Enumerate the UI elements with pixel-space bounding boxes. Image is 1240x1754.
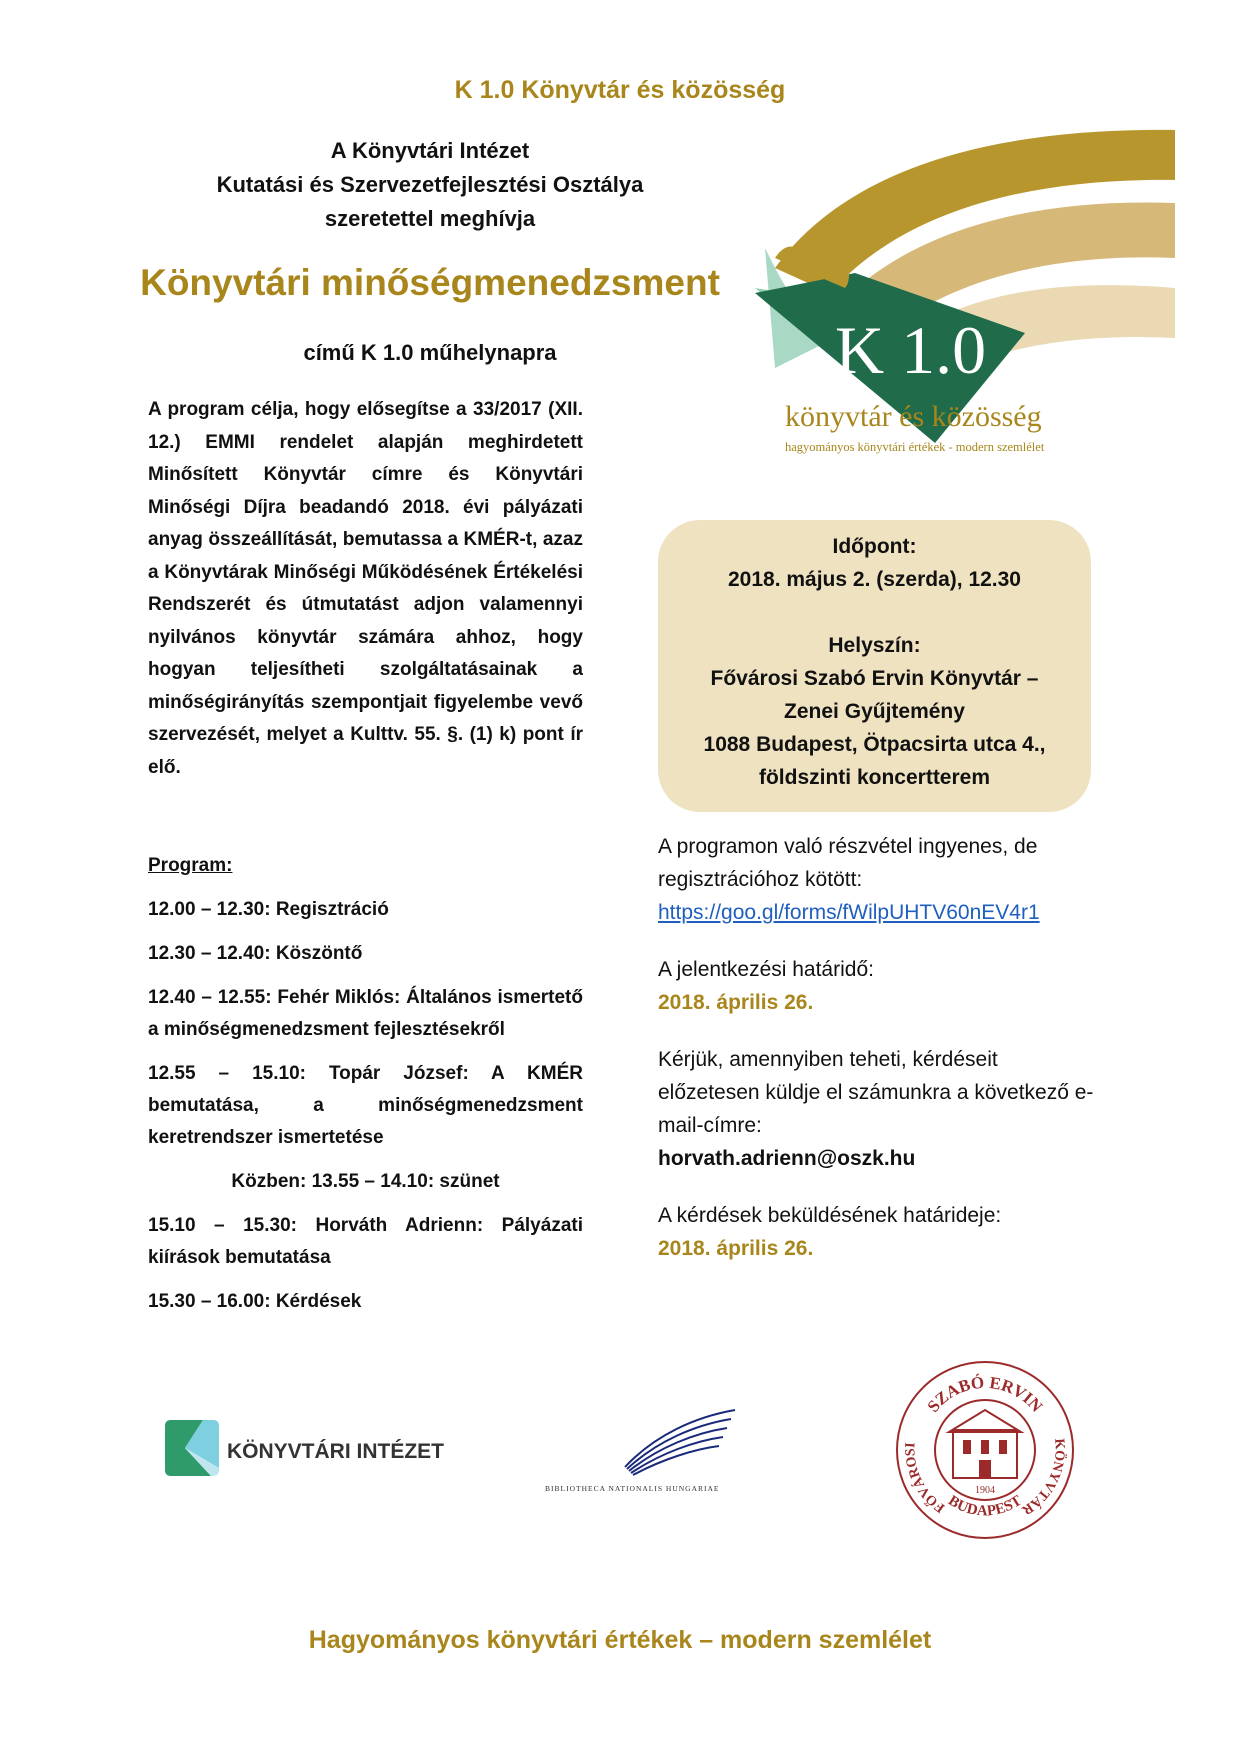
questions-deadline-date: 2018. április 26. [658,1237,814,1260]
konyvtari-intezet-logo [163,1418,483,1478]
time-label: Időpont: [832,535,917,558]
bibliotheca-nationalis-logo [545,1405,795,1495]
questions-email: horvath.adrienn@oszk.hu [658,1147,916,1170]
fszek-logo [895,1360,1075,1540]
inviter-line-3: szeretettel meghívja [324,206,536,231]
questions-deadline-block [658,1199,1098,1265]
registration-block [658,830,1098,929]
program-item: 12.30 – 12.40: Köszöntő [148,943,363,964]
registration-text: A programon való részvétel ingyenes, de regisztrációhoz kötött: [658,835,1038,891]
inviter-line-2: Kutatási és Szervezetfejlesztési Osztálya [216,172,644,197]
registration-link[interactable]: https://goo.gl/forms/fWilpUHTV60nEV4r1 [658,901,1040,924]
series-title: K 1.0 Könyvtár és közösség [454,76,786,104]
registration-column [658,830,1098,1289]
logo-k10-name: könyvtár és közösség [785,400,1042,433]
place-line-2: Zenei Gyűjtemény [784,700,965,723]
program-item: 15.30 – 16.00: Kérdések [148,1291,362,1312]
deadline-block [658,953,1098,1019]
program-break: Közben: 13.55 – 14.10: szünet [231,1171,500,1192]
place-line-4: földszinti koncertterem [758,766,991,789]
inviter-block [150,134,710,236]
fszek-year: 1904 [975,1485,995,1496]
fszek-ring-bottom: BUDAPEST [945,1492,1025,1520]
fszek-building-icon [949,1410,1021,1478]
questions-text: Kérjük, amennyiben teheti, kérdéseit előzetesen küldje el számunkra a következő e-mail-címre: [658,1048,1094,1137]
time-value: 2018. május 2. (szerda), 12.30 [727,568,1021,591]
logo-k10-mark: K 1.0 [835,312,987,388]
logo-k10-tagline: hagyományos könyvtári értékek - modern szemlélet [785,440,1045,454]
fszek-ring-top: SZABÓ ERVIN [923,1372,1047,1416]
ki-logo-name: KÖNYVTÁRI INTÉZET [227,1440,445,1463]
program-item: 15.10 – 15.30: Horváth Adrienn: Pályázati kiírások bemutatása [148,1215,583,1268]
footer-motto: Hagyományos könyvtári értékek – modern szemlélet [308,1626,932,1654]
program-item: 12.00 – 12.30: Regisztráció [148,899,389,920]
program-heading: Program: [148,855,233,876]
event-title: Könyvtári minőségmenedzsment [140,262,720,303]
event-info-box [658,520,1091,812]
deadline-date: 2018. április 26. [658,991,814,1014]
program-item: 12.55 – 15.10: Topár József: A KMÉR bemutatása, a minőségmenedzsment keretrendszer ismertetése [148,1063,583,1148]
fszek-ring-left: FŐVÁROSI [903,1442,948,1516]
event-subtitle: című K 1.0 műhelynapra [303,340,557,365]
bnh-name: BIBLIOTHECA NATIONALIS HUNGARIAE [545,1484,720,1493]
fszek-ring-right: KÖNYVTÁR [1019,1438,1067,1518]
questions-block [658,1043,1098,1175]
intro-paragraph: A program célja, hogy elősegítse a 33/2017 (XII. 12.) EMMI rendelet alapján meghirdetett Minősített Könyvtár címre és Könyvtári Minőségi Díjra beadandó 2018. évi pályázati anyag összeállítását, bemutassa a KMÉR-t, azaz a Könyvtárak Minőségi Működésének Értékelési Rendszerét és útmutatást adjon valamennyi nyilvános könyvtár számára ahhoz, hogy hogyan teljesítheti szolgáltatásainak a minőségirányítás szempontjait figyelembe vevő szervezését, melyet a Kulttv. 55. §. (1) k) pont ír elő. [148,399,583,778]
place-label: Helyszín: [828,634,921,657]
program-item: 12.40 – 12.55: Fehér Miklós: Általános ismertető a minőségmenedzsment fejlesztésekről [148,987,583,1040]
place-line-1: Fővárosi Szabó Ervin Könyvtár – [710,667,1039,690]
program-section [148,850,583,1330]
questions-deadline-label: A kérdések beküldésének határideje: [658,1204,1002,1227]
k10-logo [735,118,1175,513]
deadline-label: A jelentkezési határidő: [658,958,874,981]
inviter-line-1: A Könyvtári Intézet [330,138,530,163]
place-line-3: 1088 Budapest, Ötpacsirta utca 4., [703,733,1046,756]
